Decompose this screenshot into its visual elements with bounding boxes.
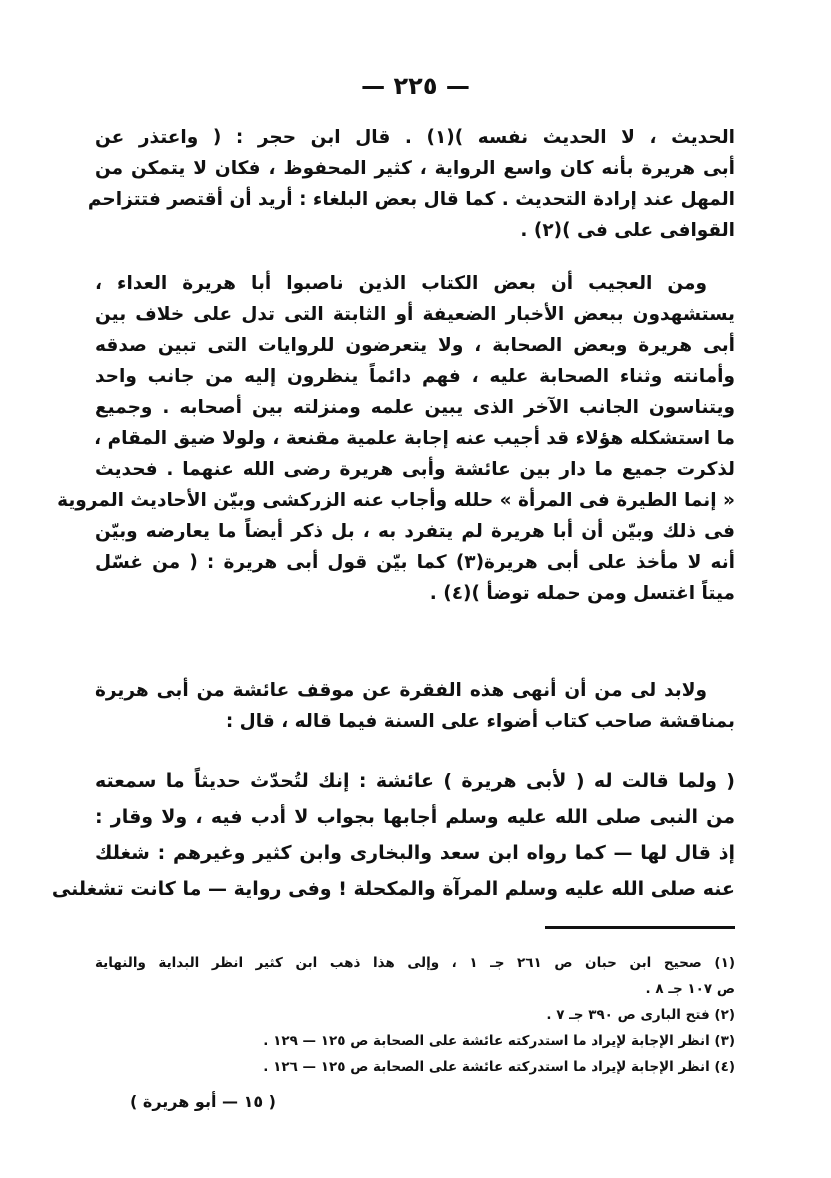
paragraph-2: [57, 268, 735, 609]
text-line: ميتاً اغتسل ومن حمله توضأ )(٤) .: [429, 583, 735, 604]
text-line: ومن العجيب أن بعض الكتاب الذين ناصبوا أبا هريرة العداء ،: [95, 273, 707, 294]
footnote-line: ص ١٠٧ جـ ٨ .: [645, 981, 735, 997]
text-line: فى ذلك وبيّن أن أبا هريرة لم يتفرد به ، بل ذكر أيضاً ما يعارضه وبيّن: [95, 521, 735, 542]
text-line: من النبى صلى الله عليه وسلم أجابها بجواب لا أدب فيه ، ولا وقار :: [95, 806, 735, 828]
text-line: المهل عند إرادة التحديث . كما قال بعض البلغاء : أريد أن أقتصر فتتزاحم: [87, 189, 735, 210]
text-line: ويتناسون الجانب الآخر الذى يبين علمه ومنزلته بين أصحابه . وجميع: [95, 397, 735, 418]
text-line: ولابد لى من أن أنهى هذه الفقرة عن موقف عائشة من أبى هريرة: [95, 680, 707, 701]
paragraph-3: [95, 675, 735, 737]
text-line: عنه صلى الله عليه وسلم المرآة والمكحلة ! وفى رواية — ما كانت تشغلنى: [51, 878, 735, 900]
footnote-divider: [545, 926, 735, 929]
text-line: أنه لا مأخذ على أبى هريرة(٣) كما بيّن قول أبى هريرة : ( من غسّل: [95, 552, 735, 573]
text-line: أبى هريرة وبعض الصحابة ، ولا يتعرضون للروايات التى تبين صدقه: [95, 335, 735, 356]
text-line: بمناقشة صاحب كتاب أضواء على السنة فيما قاله ، قال :: [225, 711, 735, 732]
page-number: — ٢٢٥ —: [361, 72, 470, 100]
text-line: « إنما الطيرة فى المرأة » حلله وأجاب عنه الزركشى وبيّن الأحاديث المروية: [57, 490, 735, 511]
footnotes: [95, 950, 735, 1080]
text-line: أبى هريرة بأنه كان واسع الرواية ، كثير المحفوظ ، فكان لا يتمكن من: [95, 158, 735, 179]
paragraph-1: [87, 122, 735, 246]
footnote-line: (٣) انظر الإجابة لإيراد ما استدركته عائشة على الصحابة ص ١٢٥ — ١٢٩ .: [263, 1033, 735, 1049]
footnote-line: (١) صحيح ابن حبان ص ٢٦١ جـ ١ ، وإلى هذا ذهب ابن كثير انظر البداية والنهاية: [95, 955, 736, 971]
quotation-paragraph: [51, 763, 735, 907]
text-line: إذ قال لها — كما رواه ابن سعد والبخارى وابن كثير وغيرهم : شغلك: [95, 842, 735, 864]
signature-mark: ( ١٥ — أبو هريرة ): [130, 1092, 276, 1111]
text-line: وأمانته وثناء الصحابة عليه ، فهم دائماً ينظرون إليه من جانب واحد: [95, 366, 735, 387]
text-line: ما استشكله هؤلاء قد أجيب عنه إجابة علمية مقنعة ، ولولا ضيق المقام ،: [94, 428, 735, 449]
text-line: الحديث ، لا الحديث نفسه )(١) . قال ابن حجر : ( واعتذر عن: [95, 127, 735, 148]
text-line: لذكرت جميع ما دار بين عائشة وأبى هريرة رضى الله عنهما . فحديث: [95, 459, 735, 480]
text-line: ( ولما قالت له ( لأبى هريرة ) عائشة : إنك لتُحدّث حديثاً ما سمعته: [95, 770, 735, 792]
text-line: القوافى على فى )(٢) .: [520, 220, 735, 241]
footnote-line: (٢) فتح البارى ص ٣٩٠ جـ ٧ .: [546, 1007, 735, 1023]
footnote-line: (٤) انظر الإجابة لإيراد ما استدركته عائشة على الصحابة ص ١٢٥ — ١٢٦ .: [263, 1059, 735, 1075]
text-line: يستشهدون ببعض الأخبار الضعيفة أو الثابتة التى تدل على خلاف بين: [95, 304, 735, 325]
